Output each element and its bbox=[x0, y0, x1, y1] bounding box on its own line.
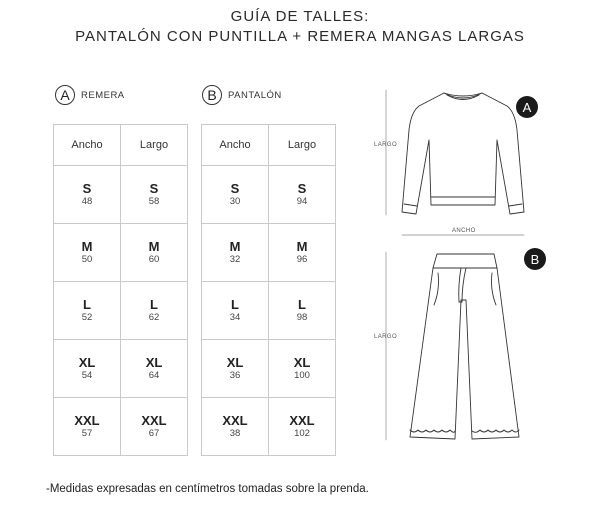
size-label: XXL bbox=[222, 413, 248, 428]
largo-value: 58 bbox=[148, 196, 160, 207]
size-label: M bbox=[148, 239, 160, 254]
largo-value: 102 bbox=[294, 428, 310, 439]
ancho-value: 38 bbox=[229, 428, 241, 439]
column-header-largo: Largo bbox=[121, 125, 188, 166]
size-label: XL bbox=[293, 355, 311, 370]
letter-b-circle: B bbox=[202, 85, 222, 105]
ancho-value: 52 bbox=[81, 312, 93, 323]
size-label: M bbox=[296, 239, 308, 254]
page-subtitle: PANTALÓN CON PUNTILLA + REMERA MANGAS LARGAS bbox=[75, 28, 525, 45]
column-header-ancho: Ancho bbox=[202, 125, 269, 166]
ancho-value: 48 bbox=[81, 196, 93, 207]
badge-a: A bbox=[516, 96, 538, 118]
ancho-value: 32 bbox=[229, 254, 241, 265]
largo-value: 62 bbox=[148, 312, 160, 323]
column-header-largo: Largo bbox=[269, 125, 336, 166]
size-label: S bbox=[82, 181, 92, 196]
size-label: L bbox=[83, 297, 91, 312]
shirt-drawing bbox=[402, 93, 524, 214]
largo-value: 67 bbox=[148, 428, 160, 439]
size-label: XXL bbox=[74, 413, 100, 428]
badge-b: B bbox=[524, 248, 546, 270]
size-label: L bbox=[150, 297, 158, 312]
largo-value: 60 bbox=[148, 254, 160, 265]
size-label: S bbox=[149, 181, 159, 196]
pants-drawing bbox=[410, 254, 519, 439]
footnote: -Medidas expresadas en centímetros tomadas sobre la prenda. bbox=[46, 483, 369, 495]
column-header-ancho: Ancho bbox=[54, 125, 121, 166]
largo-value: 100 bbox=[294, 370, 310, 381]
size-label: M bbox=[81, 239, 93, 254]
size-label: XL bbox=[145, 355, 163, 370]
size-label: XXL bbox=[141, 413, 167, 428]
size-label: XXL bbox=[289, 413, 315, 428]
ancho-value: 50 bbox=[81, 254, 93, 265]
size-label: S bbox=[297, 181, 307, 196]
largo-value: 94 bbox=[296, 196, 308, 207]
largo-value: 64 bbox=[148, 370, 160, 381]
pants-largo-text: LARGO bbox=[374, 334, 398, 340]
ancho-value: 34 bbox=[229, 312, 241, 323]
ancho-value: 54 bbox=[81, 370, 93, 381]
ancho-text: ANCHO bbox=[452, 228, 476, 234]
largo-value: 98 bbox=[296, 312, 308, 323]
shirt-largo-text: LARGO bbox=[374, 142, 398, 148]
size-label: L bbox=[298, 297, 306, 312]
letter-a-circle: A bbox=[55, 85, 75, 105]
pantalon-label: PANTALÓN bbox=[228, 89, 282, 101]
ancho-value: 36 bbox=[229, 370, 241, 381]
size-label: XL bbox=[78, 355, 96, 370]
size-label: M bbox=[229, 239, 241, 254]
largo-value: 96 bbox=[296, 254, 308, 265]
size-label: S bbox=[230, 181, 240, 196]
size-label: XL bbox=[226, 355, 244, 370]
remera-label: REMERA bbox=[81, 89, 125, 101]
size-label: L bbox=[231, 297, 239, 312]
ancho-value: 30 bbox=[229, 196, 241, 207]
page-title: GUÍA DE TALLES: bbox=[230, 8, 370, 25]
ancho-value: 57 bbox=[81, 428, 93, 439]
